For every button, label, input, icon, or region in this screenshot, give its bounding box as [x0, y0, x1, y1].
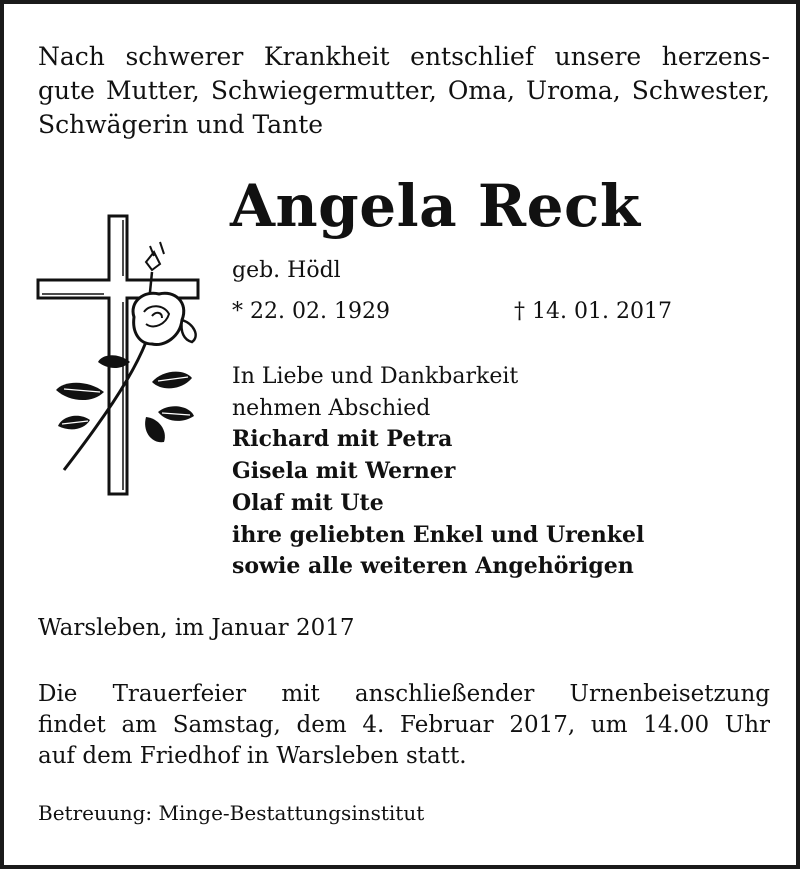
death-date: † 14. 01. 2017 [514, 299, 672, 324]
ceremony-line: auf dem Friedhof in Warsleben statt. [38, 743, 467, 769]
deceased-name: Angela Reck [230, 172, 641, 240]
place-date: Warsleben, im Januar 2017 [38, 615, 355, 641]
ceremony-line: findet am Samstag, dem 4. Februar 2017, um 14.00 Uhr [38, 712, 770, 738]
intro-line: gute Mutter, Schwiegermutter, Oma, Uroma, Schwester, [38, 76, 770, 105]
intro-line: Schwägerin und Tante [38, 110, 324, 139]
mourner-name: ihre geliebten Enkel und Urenkel [232, 521, 645, 548]
birth-date: * 22. 02. 1929 [232, 299, 390, 324]
ceremony-info [38, 679, 770, 772]
mourner-name: Gisela mit Werner [232, 458, 456, 485]
mourners-block [232, 361, 644, 583]
birth-name: geb. Hödl [232, 258, 341, 283]
rose-flower [133, 293, 196, 344]
mourners-intro-line: In Liebe und Dankbarkeit [232, 364, 519, 389]
mourner-name: sowie alle weiteren Angehörigen [232, 553, 634, 580]
intro-text [38, 40, 770, 142]
mourner-name: Olaf mit Ute [232, 489, 384, 516]
undertaker-credit: Betreuung: Minge-Bestattungsinstitut [38, 801, 425, 825]
cross-shape [38, 216, 198, 494]
intro-line: Nach schwerer Krankheit entschlief unsere herzens- [38, 42, 770, 71]
cross-with-rose-icon [34, 212, 206, 497]
mourner-name: Richard mit Petra [232, 426, 453, 453]
ceremony-line: Die Trauerfeier mit anschließender Urnenbeisetzung [38, 681, 770, 707]
mourners-intro-line: nehmen Abschied [232, 395, 431, 421]
